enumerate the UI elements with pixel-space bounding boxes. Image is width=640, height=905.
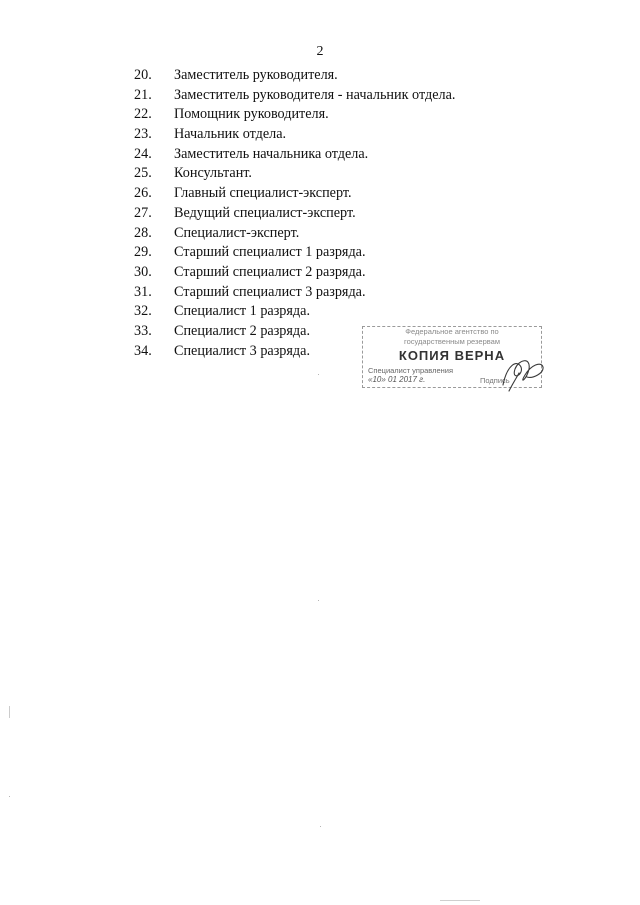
- scan-speck: [9, 706, 10, 718]
- list-item: [134, 125, 534, 145]
- item-number: 32.: [134, 303, 152, 320]
- stamp-specialist: Специалист управления: [368, 366, 454, 375]
- item-text: Главный специалист-эксперт.: [174, 185, 352, 202]
- item-text: Специалист 2 разряда.: [174, 322, 310, 339]
- list-item: [134, 243, 534, 263]
- scan-speck: [320, 826, 321, 827]
- item-number: 21.: [134, 86, 152, 103]
- list-item: [134, 184, 534, 204]
- item-text: Старший специалист 2 разряда.: [174, 263, 366, 280]
- list-item: [134, 145, 534, 165]
- item-number: 22.: [134, 106, 152, 123]
- item-number: 30.: [134, 263, 152, 280]
- item-number: 20.: [134, 67, 152, 83]
- item-number: 25.: [134, 165, 152, 182]
- item-text: Начальник отдела.: [174, 126, 287, 143]
- positions-list: [134, 66, 534, 361]
- list-item: [134, 302, 534, 322]
- scan-speck: [9, 796, 10, 797]
- item-text: Заместитель начальника отдела.: [174, 145, 369, 162]
- item-number: 31.: [134, 283, 152, 300]
- item-number: 27.: [134, 204, 152, 221]
- stamp-date: «10» 01 2017 г.: [368, 375, 426, 384]
- list-item: [134, 86, 534, 106]
- list-item: [134, 164, 534, 184]
- stamp-title: КОПИЯ ВЕРНА: [398, 348, 506, 363]
- item-text: Ведущий специалист-эксперт.: [174, 204, 356, 221]
- item-number: 28.: [134, 224, 152, 241]
- scan-speck: [318, 600, 319, 601]
- list-item: [134, 263, 534, 283]
- item-number: 26.: [134, 185, 152, 202]
- list-item: [134, 105, 534, 125]
- item-text: Консультант.: [174, 165, 252, 182]
- list-item: [134, 204, 534, 224]
- item-number: 23.: [134, 126, 152, 143]
- item-number: 33.: [134, 322, 152, 339]
- item-number: 34.: [134, 342, 152, 359]
- stamp-agency-line1: Федеральное агентство по: [405, 327, 499, 336]
- list-item: [134, 224, 534, 244]
- stamp-signature-label: Подпись: [480, 376, 510, 385]
- list-item: [134, 66, 534, 86]
- item-text: Специалист 3 разряда.: [174, 342, 310, 359]
- stamp-agency-line2: государственным резервам: [404, 337, 500, 346]
- item-number: 24.: [134, 145, 152, 162]
- item-text: Заместитель руководителя - начальник отдела.: [174, 86, 456, 103]
- item-text: Старший специалист 1 разряда.: [174, 244, 366, 261]
- scan-speck: [440, 900, 480, 901]
- page-number: 2: [316, 44, 324, 59]
- handwritten-signature: [497, 355, 547, 395]
- item-text: Заместитель руководителя.: [174, 67, 338, 83]
- item-number: 29.: [134, 244, 152, 261]
- item-text: Специалист 1 разряда.: [174, 303, 310, 320]
- list-item: [134, 283, 534, 303]
- item-text: Помощник руководителя.: [174, 106, 329, 123]
- item-text: Старший специалист 3 разряда.: [174, 283, 366, 300]
- item-text: Специалист-эксперт.: [174, 224, 300, 241]
- scan-speck: [318, 374, 319, 375]
